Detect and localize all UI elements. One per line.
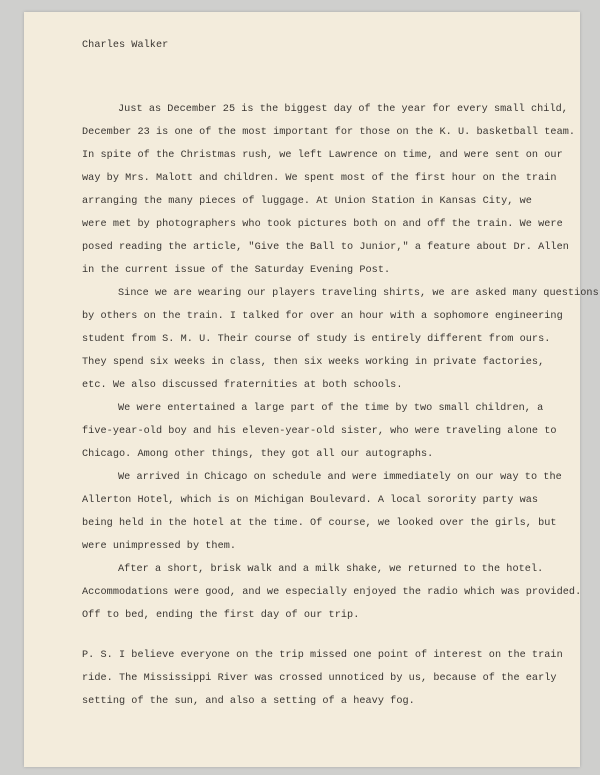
body-line: student from S. M. U. Their course of study is entirely different from ours.: [82, 334, 551, 345]
body-line: by others on the train. I talked for over an hour with a sophomore engineering: [82, 311, 563, 322]
body-line: Off to bed, ending the first day of our trip.: [82, 610, 360, 621]
document-page: [24, 12, 599, 767]
postscript-line: ride. The Mississippi River was crossed unnoticed by us, because of the early: [82, 673, 557, 684]
body-line: December 23 is one of the most important for those on the K. U. basketball team.: [82, 127, 576, 138]
body-line: We arrived in Chicago on schedule and were immediately on our way to the: [118, 472, 562, 483]
postscript-line: P. S. I believe everyone on the trip missed one point of interest on the train: [82, 650, 563, 661]
body-line: Chicago. Among other things, they got all our autographs.: [82, 449, 434, 460]
body-line: Since we are wearing our players traveling shirts, we are asked many questions: [118, 288, 599, 299]
body-line: They spend six weeks in class, then six weeks working in private factories,: [82, 357, 545, 368]
body-line: After a short, brisk walk and a milk shake, we returned to the hotel.: [118, 564, 544, 575]
body-line: arranging the many pieces of luggage. At Union Station in Kansas City, we: [82, 196, 532, 207]
body-line: being held in the hotel at the time. Of course, we looked over the girls, but: [82, 518, 557, 529]
body-line: five-year-old boy and his eleven-year-old sister, who were traveling alone to: [82, 426, 557, 437]
body-line: We were entertained a large part of the time by two small children, a: [118, 403, 544, 414]
body-line: were unimpressed by them.: [82, 541, 237, 552]
body-line: were met by photographers who took pictures both on and off the train. We were: [82, 219, 563, 230]
body-line: in the current issue of the Saturday Evening Post.: [82, 265, 391, 276]
body-line: way by Mrs. Malott and children. We spent most of the first hour on the train: [82, 173, 557, 184]
body-line: Accommodations were good, and we especially enjoyed the radio which was provided.: [82, 587, 582, 598]
body-line: etc. We also discussed fraternities at both schools.: [82, 380, 403, 391]
author-name: Charles Walker: [82, 40, 169, 51]
body-line: posed reading the article, "Give the Ball to Junior," a feature about Dr. Allen: [82, 242, 569, 253]
postscript-line: setting of the sun, and also a setting of a heavy fog.: [82, 696, 415, 707]
body-line: Just as December 25 is the biggest day of the year for every small child,: [118, 104, 568, 115]
body-line: Allerton Hotel, which is on Michigan Boulevard. A local sorority party was: [82, 495, 539, 506]
body-line: In spite of the Christmas rush, we left Lawrence on time, and were sent on our: [82, 150, 563, 161]
